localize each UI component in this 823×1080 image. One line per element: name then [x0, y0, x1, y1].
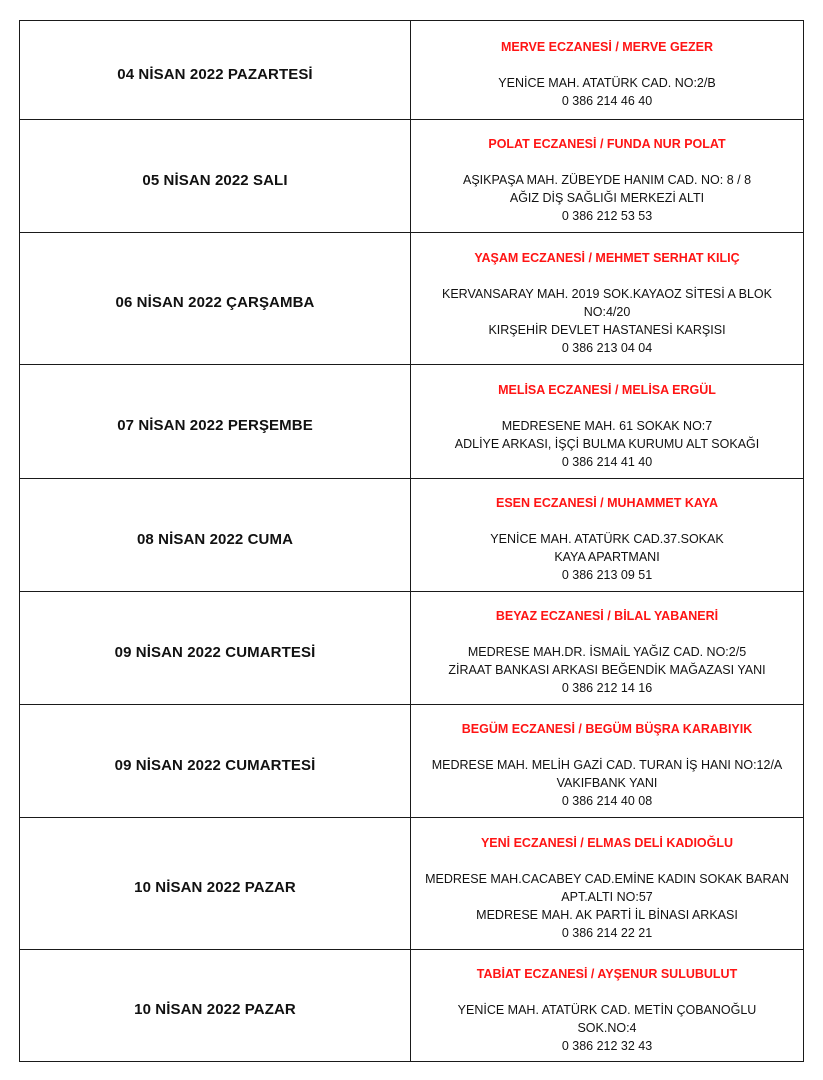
pharmacy-info: [411, 479, 804, 592]
phone-number: 0 386 214 41 40: [561, 454, 653, 469]
phone-number: 0 386 213 04 04: [561, 340, 653, 355]
pharmacy-name: POLAT ECZANESİ / FUNDA NUR POLAT: [488, 137, 726, 151]
address-line: VAKIFBANK YANI: [556, 776, 658, 790]
duty-pharmacy-table: [19, 20, 804, 1062]
address-line: MEDRESENE MAH. 61 SOKAK NO:7: [501, 418, 713, 433]
pharmacy-name: BEYAZ ECZANESİ / BİLAL YABANERİ: [495, 609, 719, 623]
table-row: [20, 592, 804, 705]
pharmacy-info: [411, 705, 804, 818]
pharmacy-name: ESEN ECZANESİ / MUHAMMET KAYA: [495, 496, 719, 510]
phone-number: 0 386 212 32 43: [561, 1038, 653, 1053]
address-line: YENİCE MAH. ATATÜRK CAD.37.SOKAK: [490, 532, 724, 546]
table-row: [20, 120, 804, 233]
phone-number: 0 386 214 40 08: [561, 794, 653, 808]
table-row: [20, 705, 804, 818]
pharmacy-name: MERVE ECZANESİ / MERVE GEZER: [500, 40, 714, 54]
address-line: MEDRESE MAH.CACABEY CAD.EMİNE KADIN SOKAK BARAN: [425, 871, 789, 886]
pharmacy-info: [411, 233, 804, 365]
duty-date: 07 NİSAN 2022 PERŞEMBE: [20, 365, 411, 479]
duty-date: 06 NİSAN 2022 ÇARŞAMBA: [20, 233, 411, 365]
phone-number: 0 386 212 53 53: [561, 209, 653, 223]
pharmacy-info: [411, 592, 804, 705]
duty-date: 04 NİSAN 2022 PAZARTESİ: [20, 21, 411, 120]
duty-date: 10 NİSAN 2022 PAZAR: [20, 950, 411, 1062]
address-line: ZİRAAT BANKASI ARKASI BEĞENDİK MAĞAZASI YANI: [448, 663, 766, 677]
address-line: MEDRESE MAH. AK PARTİ İL BİNASI ARKASI: [476, 907, 738, 922]
pharmacy-name: TABİAT ECZANESİ / AYŞENUR SULUBULUT: [476, 966, 738, 981]
address-line: MEDRESE MAH. MELİH GAZİ CAD. TURAN İŞ HANI NO:12/A: [431, 758, 783, 772]
address-line: NO:4/20: [583, 304, 631, 319]
pharmacy-info: [411, 365, 804, 479]
pharmacy-info: [411, 120, 804, 233]
pharmacy-info: [411, 818, 804, 950]
duty-date: 09 NİSAN 2022 CUMARTESİ: [20, 705, 411, 818]
address-line: AŞIKPAŞA MAH. ZÜBEYDE HANIM CAD. NO: 8 / 8: [462, 173, 752, 187]
phone-number: 0 386 212 14 16: [561, 681, 653, 695]
table-row: [20, 365, 804, 479]
pharmacy-name: YENİ ECZANESİ / ELMAS DELİ KADIOĞLU: [480, 835, 734, 850]
address-line: AĞIZ DİŞ SAĞLIĞI MERKEZİ ALTI: [509, 191, 705, 205]
pharmacy-name: MELİSA ECZANESİ / MELİSA ERGÜL: [498, 382, 716, 397]
phone-number: 0 386 214 46 40: [561, 94, 653, 108]
table-row: [20, 950, 804, 1062]
address-line: YENİCE MAH. ATATÜRK CAD. NO:2/B: [498, 76, 716, 90]
table-row: [20, 233, 804, 365]
address-line: KIRŞEHİR DEVLET HASTANESİ KARŞISI: [488, 322, 726, 337]
pharmacy-name: BEGÜM ECZANESİ / BEGÜM BÜŞRA KARABIYIK: [461, 722, 753, 736]
duty-date: 08 NİSAN 2022 CUMA: [20, 479, 411, 592]
table-row: [20, 479, 804, 592]
address-line: YENİCE MAH. ATATÜRK CAD. METİN ÇOBANOĞLU: [457, 1002, 757, 1017]
duty-date: 09 NİSAN 2022 CUMARTESİ: [20, 592, 411, 705]
address-line: MEDRESE MAH.DR. İSMAİL YAĞIZ CAD. NO:2/5: [467, 645, 747, 659]
phone-number: 0 386 213 09 51: [561, 568, 653, 582]
pharmacy-info: [411, 950, 804, 1062]
table-row: [20, 818, 804, 950]
table-row: [20, 21, 804, 120]
pharmacy-info: [411, 21, 804, 120]
address-line: KERVANSARAY MAH. 2019 SOK.KAYAOZ SİTESİ A BLOK: [442, 286, 772, 301]
address-line: APT.ALTI NO:57: [561, 889, 653, 904]
address-line: KAYA APARTMANI: [554, 550, 660, 564]
address-line: SOK.NO:4: [577, 1020, 637, 1035]
pharmacy-name: YAŞAM ECZANESİ / MEHMET SERHAT KILIÇ: [474, 250, 740, 265]
address-line: ADLİYE ARKASI, İŞÇİ BULMA KURUMU ALT SOKAĞI: [454, 436, 760, 451]
duty-date: 05 NİSAN 2022 SALI: [20, 120, 411, 233]
phone-number: 0 386 214 22 21: [561, 925, 653, 940]
duty-date: 10 NİSAN 2022 PAZAR: [20, 818, 411, 950]
